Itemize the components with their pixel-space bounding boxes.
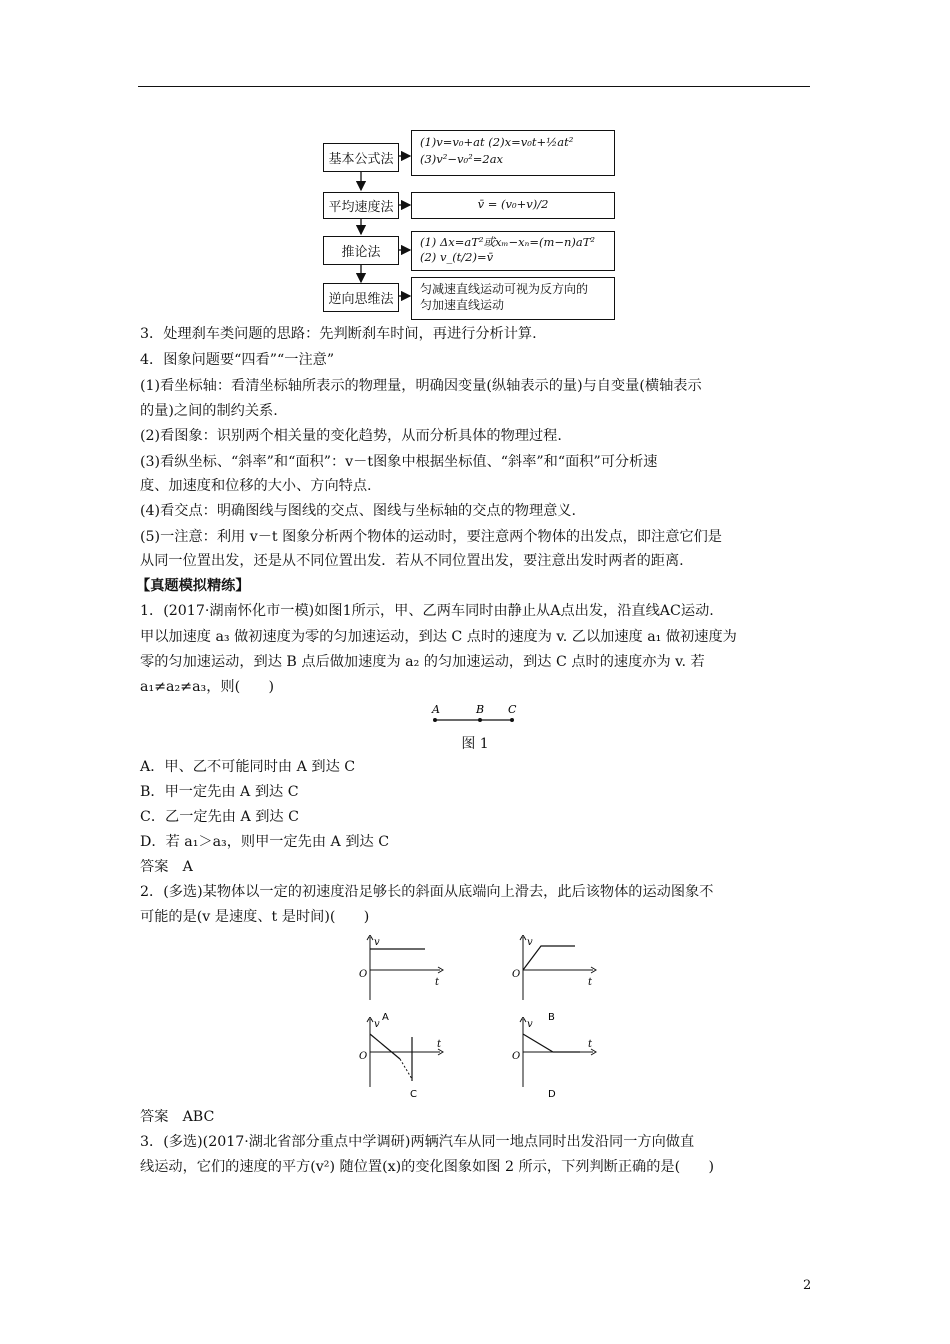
axis-label-t: t [435,977,440,988]
paragraph-4-1b: 的量)之间的制约关系. [140,403,278,419]
axis-label-v: v [527,1019,533,1030]
method-reverse-thinking [323,283,399,312]
question-2-line-1: 2．(多选)某物体以一定的初速度沿足够长的斜面从底端向上滑去，此后该物体的运动图象不 [140,884,714,900]
option-a: A．甲、乙不可能同时由 A 到达 C [140,759,356,775]
graph-label: C [410,1089,417,1100]
formula-line: (2) v_(t/2)=v̄ [420,250,494,264]
formula-inference [411,231,615,271]
method-basic-formula [323,143,399,172]
paragraph-4-1a: (1)看坐标轴：看清坐标轴所表示的物理量，明确因变量(纵轴表示的量)与自变量(横轴表示 [140,378,702,394]
origin-label: O [359,969,368,980]
question-1-line-3: 零的匀加速运动，到达 B 点后做加速度为 a₂ 的匀加速运动，到达 C 点时的速度亦为 v. 若 [140,654,705,670]
page-number: 2 [803,1278,812,1293]
label-c: C [508,703,517,716]
graph-d [508,1017,608,1102]
question-1-line-2: 甲以加速度 a₃ 做初速度为零的匀加速运动，到达 C 点时的速度为 v. 乙以加速度 a₁ 做初速度为 [140,629,737,645]
paragraph-4-3b: 度、加速度和位移的大小、方向特点. [140,478,372,494]
formula-line: 匀减速直线运动可视为反方向的 [420,282,589,296]
method-label: 推论法 [341,245,381,260]
header-rule [138,86,810,87]
origin-label: O [359,1051,368,1062]
axis-label-t: t [437,1039,442,1050]
label-b: B [476,703,485,716]
figure-1-diagram [420,700,530,730]
method-label: 平均速度法 [328,200,394,215]
graph-label: D [548,1089,556,1100]
graph-line [523,946,575,970]
question-3-line-1: 3．(多选)(2017·湖北省部分重点中学调研)两辆汽车从同一地点同时出发沿同一方向做直 [140,1134,695,1150]
graph-label: B [548,1012,555,1023]
formula-line: v̄ = (v₀+v)/2 [477,197,549,211]
graph-line-dashed [400,1059,412,1079]
axis-label-v: v [374,937,380,948]
question-3-line-2: 线运动，它们的速度的平方(v²) 随位置(x)的变化图象如图 2 所示，下列判断正确的是( ) [140,1159,715,1175]
option-d: D．若 a₁＞a₃，则甲一定先由 A 到达 C [140,834,390,850]
point-a [433,718,437,722]
option-b: B．甲一定先由 A 到达 C [140,784,299,800]
axis-label-v: v [374,1019,380,1030]
label-a: A [432,703,440,716]
answer-1: 答案 A [140,859,193,875]
paragraph-4: 4．图象问题要“四看”“一注意” [140,352,335,368]
method-label: 逆向思维法 [328,292,394,307]
question-1-line-4: a₁≠a₂≠a₃，则( ) [140,679,275,695]
method-average-velocity [323,192,399,219]
question-2-line-2: 可能的是(v 是速度、t 是时间)( ) [140,909,370,925]
paragraph-4-4: (4)看交点：明确图线与图线的交点、图线与坐标轴的交点的物理意义. [140,503,577,519]
point-c [510,718,514,722]
formula-line: (1)v=v₀+at (2)x=v₀t+½at² [420,135,574,149]
paragraph-4-5b: 从同一位置出发，还是从不同位置出发．若从不同位置出发，要注意出发时两者的距离. [140,553,684,569]
axis-label-t: t [588,1039,593,1050]
method-label: 基本公式法 [328,152,394,167]
origin-label: O [512,1051,521,1062]
paragraph-3: 3．处理刹车类问题的思路：先判断刹车时间，再进行分析计算. [140,326,537,342]
point-b [478,718,482,722]
graph-c [355,1017,455,1102]
formula-line: (3)v²−v₀²=2ax [420,152,504,166]
formula-line: 匀加速直线运动 [420,298,505,312]
graph-b [508,935,608,1025]
paragraph-4-5a: (5)一注意：利用 v－t 图象分析两个物体的运动时，要注意两个物体的出发点，即注意它们是 [140,529,722,545]
axis-label-t: t [588,977,593,988]
question-1-line-1: 1．(2017·湖南怀化市一模)如图1所示，甲、乙两车同时由静止从A点出发，沿直线AC运动. [140,603,714,619]
section-title: 【真题模拟精练】 [136,578,250,594]
formula-basic [411,130,615,176]
method-inference [323,236,399,265]
answer-2: 答案 ABC [140,1109,215,1125]
paragraph-4-3a: (3)看纵坐标、“斜率”和“面积”：v－t图象中根据坐标值、“斜率”和“面积”可分析速 [140,454,658,470]
graph-a [355,935,455,1025]
graph-line [370,1034,400,1059]
graph-line [523,1034,580,1052]
formula-line: (1) Δx=aT²或xₘ−xₙ=(m−n)aT² [420,235,596,249]
figure-1-caption: 图 1 [461,736,489,752]
axis-label-v: v [527,937,533,948]
origin-label: O [512,969,521,980]
formula-average [411,192,615,219]
formula-reverse [411,277,615,320]
option-c: C．乙一定先由 A 到达 C [140,809,299,825]
paragraph-4-2: (2)看图象：识别两个相关量的变化趋势，从而分析具体的物理过程. [140,428,562,444]
graph-label: A [382,1012,389,1023]
